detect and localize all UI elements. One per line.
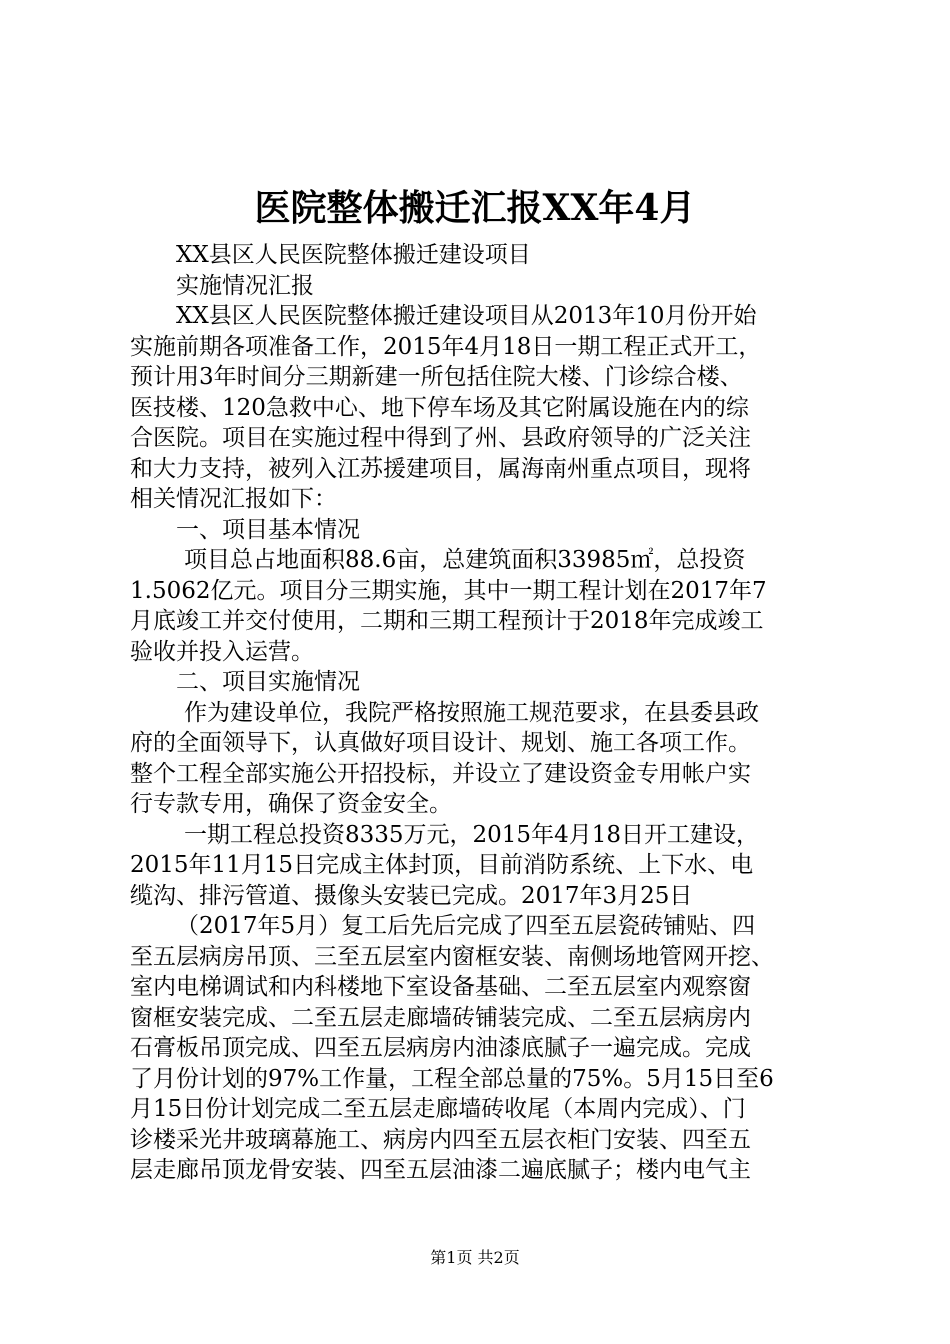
paragraph-line: 行专款专用，确保了资金安全。 [130, 791, 452, 817]
paragraph-line: 一期工程总投资8335万元，2015年4月18日开工建设， [184, 821, 759, 848]
paragraph-line: 诊楼采光井玻璃幕施工、病房内四至五层衣柜门安装、四至五 [130, 1126, 751, 1153]
paragraph-line: 预计用3年时间分三期新建一所包括住院大楼、门诊综合楼、 [130, 364, 743, 390]
paragraph-line: 月底竣工并交付使用，二期和三期工程预计于2018年完成竣工 [130, 608, 764, 634]
paragraph-line: 石膏板吊顶完成、四至五层病房内油漆底腻子一遍完成。完成 [130, 1035, 751, 1061]
paragraph-line: 窗框安装完成、二至五层走廊墙砖铺装完成、二至五层病房内 [130, 1004, 751, 1031]
paragraph-line: 作为建设单位，我院严格按照施工规范要求，在县委县政 [184, 699, 759, 726]
document-title: 医院整体搬迁汇报XX年4月 [254, 187, 696, 229]
paragraph-line: 整个工程全部实施公开招投标，并设立了建设资金专用帐户实 [130, 760, 751, 787]
paragraph-line: 府的全面领导下，认真做好项目设计、规划、施工各项工作。 [130, 730, 751, 756]
paragraph-line: 1.5062亿元。项目分三期实施，其中一期工程计划在2017年7 [130, 577, 767, 604]
subtitle-line: 实施情况汇报 [176, 272, 314, 299]
paragraph-line: 和大力支持，被列入江苏援建项目，属海南州重点项目，现将 [130, 455, 751, 482]
paragraph-line: 缆沟、排污管道、摄像头安装已完成。2017年3月25日 [130, 882, 693, 909]
paragraph-line: 实施前期各项准备工作，2015年4月18日一期工程正式开工， [130, 333, 762, 360]
paragraph-line: （2017年5月）复工后先后完成了四至五层瓷砖铺贴、四 [176, 913, 756, 939]
paragraph-line: 验收并投入运营。 [130, 638, 314, 665]
paragraph-line: 合医院。项目在实施过程中得到了州、县政府领导的广泛关注 [130, 425, 751, 451]
paragraph-line: 室内电梯调试和内科楼地下室设备基础、二至五层室内观察窗 [130, 974, 751, 1000]
paragraph-line: 层走廊吊顶龙骨安装、四至五层油漆二遍底腻子；楼内电气主 [130, 1157, 751, 1183]
paragraph-line: 2015年11月15日完成主体封顶，目前消防系统、上下水、电 [130, 852, 754, 878]
paragraph-line: 月15日份计划完成二至五层走廊墙砖收尾（本周内完成）、门 [130, 1096, 746, 1122]
paragraph-line: XX县区人民医院整体搬迁建设项目从2013年10月份开始 [176, 303, 757, 329]
paragraph-line: 医技楼、120急救中心、地下停车场及其它附属设施在内的综 [130, 394, 749, 421]
paragraph-line: 了月份计划的97%工作量，工程全部总量的75%。5月15日至6 [130, 1065, 774, 1092]
section-heading: 二、项目实施情况 [176, 669, 360, 695]
document-body [130, 240, 830, 1186]
paragraph-line: 相关情况汇报如下： [130, 486, 337, 512]
subtitle-line: XX县区人民医院整体搬迁建设项目 [176, 242, 531, 268]
paragraph-line: 项目总占地面积88.6亩，总建筑面积33985㎡，总投资 [184, 547, 746, 573]
section-heading: 一、项目基本情况 [176, 516, 360, 543]
paragraph-line: 至五层病房吊顶、三至五层室内窗框安装、南侧场地管网开挖、 [130, 943, 774, 970]
page-footer: 第1页 共2页 [430, 1248, 520, 1267]
